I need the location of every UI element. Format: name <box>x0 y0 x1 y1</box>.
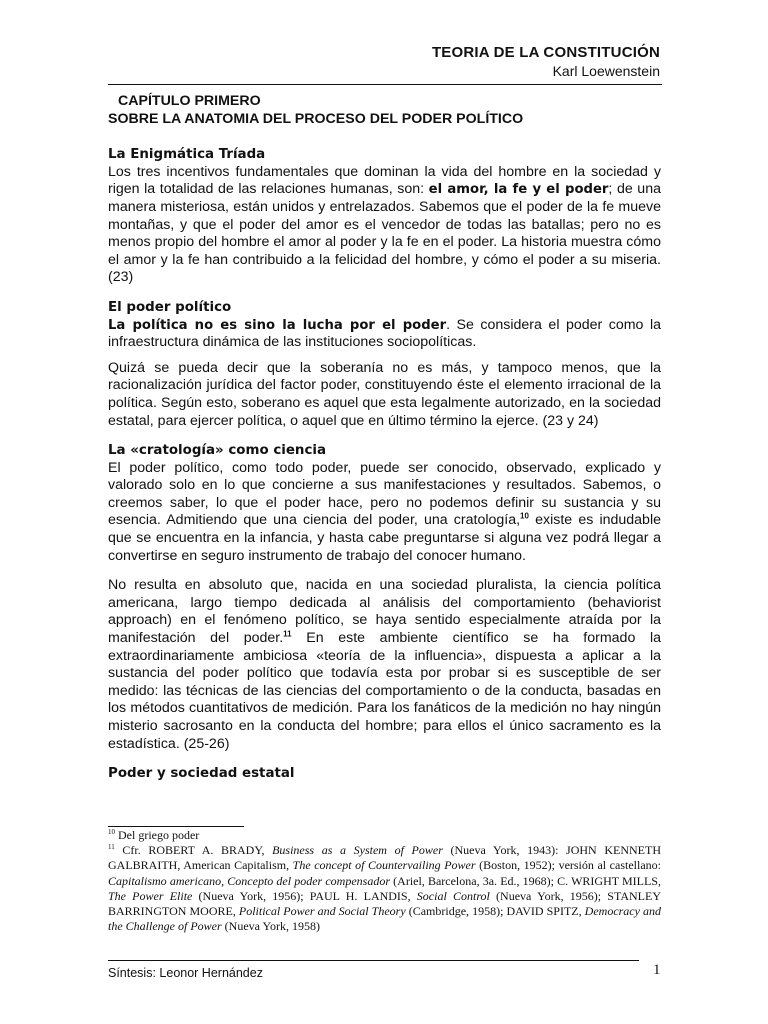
page-number: 1 <box>653 962 661 978</box>
footnote-ref: 10 <box>520 511 529 521</box>
footnotes <box>108 828 661 934</box>
header-rule <box>108 84 662 85</box>
book-title: TEORIA DE LA CONSTITUCIÓN <box>431 44 660 61</box>
paragraph: No resulta en absoluto que, nacida en una sociedad pluralista, la ciencia política americana, largo tiempo dedicada al análisis del comportamiento (behaviorist approach) en el fenómeno político, se haya sentido especialmente atraída por la manifestación del poder.$^{11}$ En este ambiente científico se ha formado la extraordinariamente ambiciosa «teoría de la influencia», dispuesta a aplicar a la sustancia del poder político que todavía esta por probar si es susceptible de ser medido: las técnicas de las ciencias del comportamiento o de la conducta, basadas en los métodos cuantitativos de medición. Para los fanáticos de la medición no hay ningún misterio sacrosanto en la conducta del hombre; para ellos el único sacramento es la estadística. (25-26) <box>108 577 661 752</box>
main-content <box>108 93 661 783</box>
footnote-ref: 11 <box>283 629 292 639</box>
emphasis: La política no es sino la lucha por el poder <box>108 317 447 333</box>
footer-rule <box>108 960 639 961</box>
paragraph: Quizá se pueda decir que la soberanía no es más, y tampoco menos, que la racionalización jurídica del factor poder, constituyendo éste el elemento irracional de la política. Según esto, soberano es aquel que esta legalmente autorizado, en la sociedad estatal, para ejercer política, o aquel que en último término la ejerce. (23 y 24) <box>108 359 661 429</box>
section-heading: Poder y sociedad estatal <box>108 766 295 782</box>
footnote-10: $^{10}$ Del griego poder <box>108 828 200 842</box>
paragraph: Los tres incentivos fundamentales que dominan la vida del hombre en la sociedad y rigen la totalidad de las relaciones humanas, son: el amor, la fe y el poder; de una manera misteriosa, están unidos y entrelazados. Sabemos que el poder de la fe mueve montañas, y que el poder del amor es el vencedor de todas las batallas; pero no es menos propio del hombre el amor al poder y la fe en el poder. La historia muestra cómo el amor y la fe han contribuido a la felicidad del hombre, y cómo el poder a su miseria. (23) <box>108 163 661 286</box>
footnote-separator <box>108 826 244 827</box>
section-heading: La Enigmática Tríada <box>108 147 266 163</box>
chapter-label: CAPÍTULO PRIMERO <box>118 93 261 109</box>
paragraph: La política no es sino la lucha por el poder. Se considera el poder como la infraestructura dinámica de las instituciones sociopolíticas. <box>108 316 661 351</box>
chapter-title: SOBRE LA ANATOMIA DEL PROCESO DEL PODER POLÍTICO <box>108 110 524 127</box>
page-header <box>432 44 660 79</box>
footer-author: Síntesis: Leonor Hernández <box>108 966 263 980</box>
section-heading: La «cratología» como ciencia <box>108 443 327 459</box>
book-author: Karl Loewenstein <box>552 63 660 79</box>
paragraph: El poder político, como todo poder, puede ser conocido, observado, explicado y valorado solo en lo que concierne a sus manifestaciones y resultados. Sabemos, o creemos saber, lo que el poder hace, pero no podemos definir su sustancia y su esencia. Admitiendo que una ciencia del poder, una cratología,$^{10}$ existe es indudable que se encuentra en la infancia, y hasta cabe preguntarse si alguna vez podrá llegar a convertirse en seguro instrumento de trabajo del conocer humano. <box>108 459 661 564</box>
section-heading: El poder político <box>108 299 232 315</box>
emphasis: el amor, la fe y el poder <box>428 182 609 198</box>
footnote-11: $^{11}$ Cfr. ROBERT A. BRADY, Business as a System of Power (Nueva York, 1943): JOHN KENNETH GALBRAITH, American Capitalism, The concept of Countervailing Power (Boston, 1952); versión al castellano: Capitalismo americano, Concepto del poder compensador (Ariel, Barcelona, 3a. Ed., 1968); C. WRIGHT MILLS, The Power Elite (Nueva York, 1956); PAUL H. LANDIS, Social Control (Nueva York, 1956); STANLEY BARRINGTON MOORE, Political Power and Social Theory (Cambridge, 1958); DAVID SPITZ, Democracy and the Challenge of Power (Nueva York, 1958) <box>108 843 662 934</box>
